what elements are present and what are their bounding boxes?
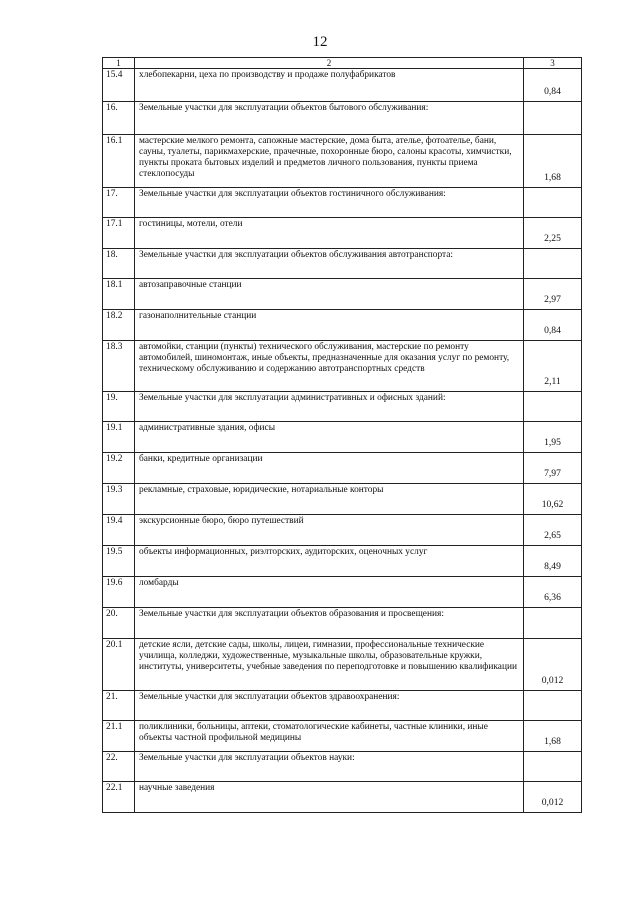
table-row	[103, 691, 582, 721]
table-header-row	[103, 58, 582, 69]
row-coefficient	[524, 691, 582, 721]
row-number: 18.2	[103, 310, 135, 341]
row-description: Земельные участки для эксплуатации объектов образования и просвещения:	[135, 608, 524, 639]
row-number: 22.1	[103, 782, 135, 813]
page-number: 12	[312, 34, 328, 50]
row-description: Земельные участки для эксплуатации объектов науки:	[135, 752, 524, 782]
rates-table	[102, 57, 582, 813]
table-row	[103, 453, 582, 484]
table-row	[103, 608, 582, 639]
row-description: автозаправочные станции	[135, 279, 524, 310]
table-row	[103, 577, 582, 608]
table-row	[103, 249, 582, 279]
row-coefficient: 2,97	[524, 279, 582, 310]
row-number: 16.1	[103, 135, 135, 188]
row-description: детские ясли, детские сады, школы, лицеи, гимназии, профессиональные технические училища, колледжи, художественные, музыкальные школы, образовательные кружки, институты, университеты, учебные заведения по переподготовке и повышению квалификации	[135, 639, 524, 691]
row-description: объекты информационных, риэлторских, аудиторских, оценочных услуг	[135, 546, 524, 577]
table-row	[103, 546, 582, 577]
table-row	[103, 69, 582, 102]
row-coefficient: 1,68	[524, 721, 582, 752]
row-number: 20.1	[103, 639, 135, 691]
row-description: Земельные участки для эксплуатации объектов бытового обслуживания:	[135, 102, 524, 135]
row-description: Земельные участки для эксплуатации объектов обслуживания автотранспорта:	[135, 249, 524, 279]
row-description: рекламные, страховые, юридические, нотариальные конторы	[135, 484, 524, 515]
row-coefficient	[524, 752, 582, 782]
row-number: 16.	[103, 102, 135, 135]
row-description: поликлиники, больницы, аптеки, стоматологические кабинеты, частные клиники, иные объекты частной профильной медицины	[135, 721, 524, 752]
table-row	[103, 279, 582, 310]
table-row	[103, 639, 582, 691]
row-coefficient: 2,65	[524, 515, 582, 546]
row-number: 18.1	[103, 279, 135, 310]
table-row	[103, 135, 582, 188]
row-description: автомойки, станции (пункты) технического обслуживания, мастерские по ремонту автомобилей, шиномонтаж, иные объекты, предназначенные для оказания услуг по ремонту, техническому обслуживанию и содержанию автотранспортных средств	[135, 341, 524, 392]
row-number: 17.	[103, 188, 135, 218]
row-number: 21.1	[103, 721, 135, 752]
row-coefficient: 6,36	[524, 577, 582, 608]
row-description: Земельные участки для эксплуатации объектов здравоохранения:	[135, 691, 524, 721]
row-number: 19.3	[103, 484, 135, 515]
table-row	[103, 188, 582, 218]
row-number: 18.3	[103, 341, 135, 392]
row-number: 21.	[103, 691, 135, 721]
row-description: административные здания, офисы	[135, 422, 524, 453]
row-description: хлебопекарни, цеха по производству и продаже полуфабрикатов	[135, 69, 524, 102]
row-coefficient	[524, 392, 582, 422]
table-body	[103, 58, 582, 813]
table-row	[103, 422, 582, 453]
row-coefficient: 8,49	[524, 546, 582, 577]
table-row	[103, 218, 582, 249]
table-row	[103, 752, 582, 782]
table-row	[103, 515, 582, 546]
row-description: гостиницы, мотели, отели	[135, 218, 524, 249]
table-row	[103, 721, 582, 752]
row-coefficient: 0,84	[524, 69, 582, 102]
table-row	[103, 310, 582, 341]
row-number: 15.4	[103, 69, 135, 102]
row-coefficient	[524, 188, 582, 218]
row-number: 20.	[103, 608, 135, 639]
row-description: ломбарды	[135, 577, 524, 608]
header-col-3: 3	[524, 58, 582, 69]
table-row	[103, 782, 582, 813]
row-number: 19.5	[103, 546, 135, 577]
row-number: 19.6	[103, 577, 135, 608]
row-coefficient: 1,95	[524, 422, 582, 453]
row-coefficient	[524, 249, 582, 279]
row-number: 19.4	[103, 515, 135, 546]
row-coefficient: 0,012	[524, 639, 582, 691]
row-number: 17.1	[103, 218, 135, 249]
table-row	[103, 102, 582, 135]
row-description: газонаполнительные станции	[135, 310, 524, 341]
header-col-1: 1	[103, 58, 135, 69]
row-number: 19.	[103, 392, 135, 422]
row-description: Земельные участки для эксплуатации административных и офисных зданий:	[135, 392, 524, 422]
row-coefficient: 0,012	[524, 782, 582, 813]
row-coefficient: 0,84	[524, 310, 582, 341]
row-number: 22.	[103, 752, 135, 782]
row-number: 18.	[103, 249, 135, 279]
header-col-2: 2	[135, 58, 524, 69]
row-coefficient: 7,97	[524, 453, 582, 484]
row-coefficient: 2,11	[524, 341, 582, 392]
row-description: мастерские мелкого ремонта, сапожные мастерские, дома быта, ателье, фотоателье, бани, сауны, туалеты, парикмахерские, прачечные, похоронные бюро, салоны красоты, химчистки, пункты проката бытовых изделий и предметов личного пользования, пункты приема стеклопосуды	[135, 135, 524, 188]
row-number: 19.2	[103, 453, 135, 484]
row-description: научные заведения	[135, 782, 524, 813]
row-number: 19.1	[103, 422, 135, 453]
table-row	[103, 392, 582, 422]
row-description: банки, кредитные организации	[135, 453, 524, 484]
row-coefficient	[524, 608, 582, 639]
row-coefficient: 2,25	[524, 218, 582, 249]
row-coefficient	[524, 102, 582, 135]
row-description: Земельные участки для эксплуатации объектов гостиничного обслуживания:	[135, 188, 524, 218]
row-description: экскурсионные бюро, бюро путешествий	[135, 515, 524, 546]
row-coefficient: 1,68	[524, 135, 582, 188]
table-row	[103, 341, 582, 392]
table-row	[103, 484, 582, 515]
row-coefficient: 10,62	[524, 484, 582, 515]
